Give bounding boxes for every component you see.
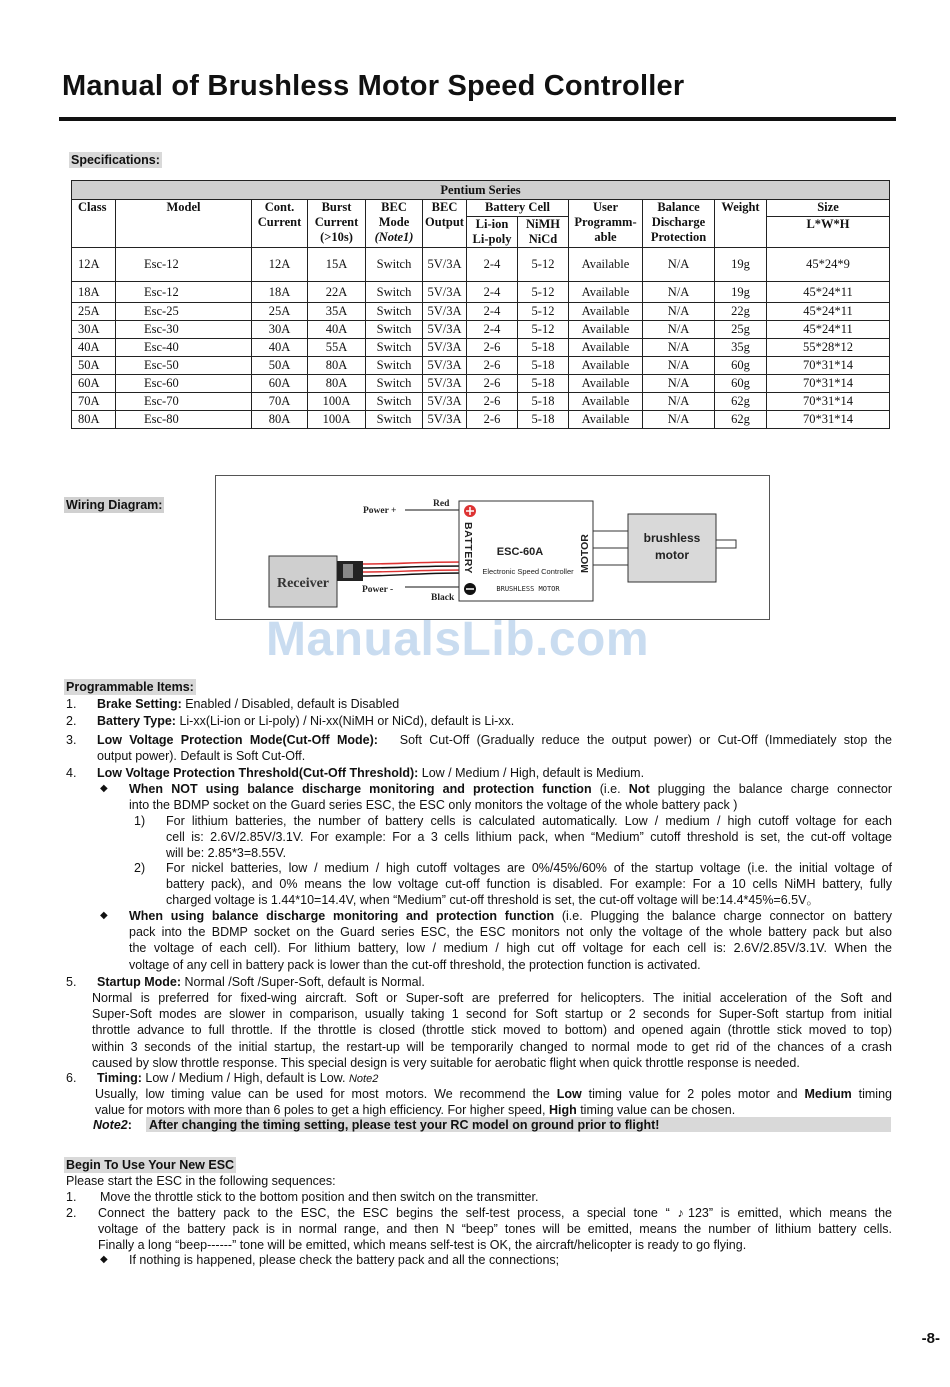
begin-step-2-num: 2. xyxy=(66,1206,77,1220)
table-cell: 5-18 xyxy=(518,357,569,375)
spec-table-body xyxy=(72,248,890,429)
table-cell: 5V/3A xyxy=(423,393,467,411)
table-cell: Switch xyxy=(366,303,423,321)
wiring-label: Wiring Diagram: xyxy=(66,498,163,512)
table-cell: Switch xyxy=(366,375,423,393)
table-cell: Switch xyxy=(366,393,423,411)
table-cell: 2-4 xyxy=(467,282,518,303)
spec-table xyxy=(71,180,890,429)
begin-step-1-num: 1. xyxy=(66,1190,77,1204)
table-cell: 5V/3A xyxy=(423,357,467,375)
table-cell: 25g xyxy=(715,321,767,339)
table-cell: N/A xyxy=(643,321,715,339)
begin-bullet-text: If nothing is happened, please check the battery pack and all the connections; xyxy=(129,1253,560,1267)
table-cell: 12A xyxy=(252,248,308,282)
table-cell: 25A xyxy=(252,303,308,321)
table-cell: 5V/3A xyxy=(423,411,467,429)
note2-text: After changing the timing setting, please test your RC model on ground prior to flight! xyxy=(149,1118,660,1132)
table-cell: 2-4 xyxy=(467,248,518,282)
col-size: Size xyxy=(767,200,890,217)
table-cell: Esc-80 xyxy=(116,411,252,429)
col-liion: Li-ion Li-poly xyxy=(467,217,518,248)
table-cell: 70*31*14 xyxy=(767,411,890,429)
table-cell: Esc-12 xyxy=(116,248,252,282)
table-cell: 45*24*11 xyxy=(767,282,890,303)
table-cell: Switch xyxy=(366,321,423,339)
table-cell: Esc-25 xyxy=(116,303,252,321)
table-cell: 60g xyxy=(715,375,767,393)
sub-1-text: For lithium batteries, the number of battery cells is calculated automatically. Low / medium / high cutoff voltage for each cell is: 2.6V/2.85V/3.1V. For example: For a 3 cells lithium pack, when “Medium” cutoff threshold is set, the cut-off voltage will be: 2.85*3=8.55V. xyxy=(166,814,892,861)
table-cell: Available xyxy=(569,339,643,357)
table-cell: Switch xyxy=(366,411,423,429)
table-cell: Available xyxy=(569,282,643,303)
wiring-svg xyxy=(216,476,769,619)
table-cell: 5-18 xyxy=(518,393,569,411)
black-label: Black xyxy=(431,593,455,603)
table-cell: N/A xyxy=(643,393,715,411)
sub-2-num: 2) xyxy=(134,861,146,875)
item-4: 4. xyxy=(66,766,77,780)
table-cell: 50A xyxy=(72,357,116,375)
table-cell: 45*24*9 xyxy=(767,248,890,282)
table-cell: 5-12 xyxy=(518,303,569,321)
begin-bullet: ◆ xyxy=(100,1254,108,1265)
table-cell: 70A xyxy=(72,393,116,411)
col-cont: Cont. Current xyxy=(252,200,308,248)
item-5: 5. xyxy=(66,975,77,989)
table-cell: 80A xyxy=(72,411,116,429)
table-cell: 18A xyxy=(252,282,308,303)
table-cell: 35g xyxy=(715,339,767,357)
table-cell: 25A xyxy=(72,303,116,321)
esc-name: ESC-60A xyxy=(496,546,544,558)
table-cell: 55A xyxy=(308,339,366,357)
table-cell: 2-4 xyxy=(467,303,518,321)
item-2: 2. xyxy=(66,714,77,728)
table-cell: 100A xyxy=(308,393,366,411)
motor-shaft xyxy=(716,540,736,548)
esc-subtitle: Electronic Speed Controller xyxy=(482,567,574,576)
table-cell: 62g xyxy=(715,393,767,411)
table-cell: 30A xyxy=(72,321,116,339)
table-cell: 22A xyxy=(308,282,366,303)
table-cell: Switch xyxy=(366,357,423,375)
table-cell: Esc-70 xyxy=(116,393,252,411)
table-cell: 15A xyxy=(308,248,366,282)
table-cell: Esc-12 xyxy=(116,282,252,303)
col-model: Model xyxy=(116,200,252,248)
begin-label: Begin To Use Your New ESC xyxy=(66,1158,235,1172)
wiring-diagram xyxy=(215,475,770,620)
programmable-label: Programmable Items: xyxy=(66,680,194,694)
table-cell: 70*31*14 xyxy=(767,357,890,375)
table-row xyxy=(72,321,890,339)
table-cell: 80A xyxy=(252,411,308,429)
table-cell: 22g xyxy=(715,303,767,321)
begin-step-1-text: Move the throttle stick to the bottom position and then switch on the transmitter. xyxy=(100,1190,539,1204)
table-cell: Available xyxy=(569,393,643,411)
table-row xyxy=(72,282,890,303)
col-burst: Burst Current (>10s) xyxy=(308,200,366,248)
motor-label-1: brushless xyxy=(643,531,701,545)
table-cell: 5-12 xyxy=(518,248,569,282)
table-cell: 5V/3A xyxy=(423,303,467,321)
battery-side-label: BATTERY xyxy=(462,522,474,574)
series-header: Pentium Series xyxy=(72,181,890,200)
table-cell: N/A xyxy=(643,357,715,375)
power-minus-label: Power - xyxy=(362,585,394,595)
table-cell: 19g xyxy=(715,282,767,303)
table-cell: 5-18 xyxy=(518,339,569,357)
table-cell: Switch xyxy=(366,248,423,282)
table-row xyxy=(72,393,890,411)
table-row xyxy=(72,339,890,357)
table-cell: N/A xyxy=(643,411,715,429)
page-title: Manual of Brushless Motor Speed Controller xyxy=(62,70,685,102)
table-cell: 5-18 xyxy=(518,411,569,429)
item-6-head: Timing: Low / Medium / High, default is Low. Note2 xyxy=(97,1071,379,1085)
table-cell: 40A xyxy=(72,339,116,357)
table-cell: 35A xyxy=(308,303,366,321)
table-cell: 19g xyxy=(715,248,767,282)
note2: Note2: xyxy=(93,1118,132,1132)
table-cell: 5V/3A xyxy=(423,321,467,339)
item-3: 3. xyxy=(66,733,77,747)
table-cell: 60A xyxy=(252,375,308,393)
esc-brand: BRUSHLESS MOTOR xyxy=(496,585,560,593)
bullet-1: ◆ xyxy=(100,783,108,794)
col-weight: Weight xyxy=(715,200,767,248)
table-row xyxy=(72,375,890,393)
table-cell: 70*31*14 xyxy=(767,375,890,393)
table-cell: Available xyxy=(569,248,643,282)
table-cell: 55*28*12 xyxy=(767,339,890,357)
table-cell: 5-12 xyxy=(518,321,569,339)
table-cell: 50A xyxy=(252,357,308,375)
table-cell: 40A xyxy=(252,339,308,357)
bullet-1-text: When NOT using balance discharge monitoring and protection function (i.e. Not plugging the balance charge connector into the BDMP socket on the Guard series ESC, the ESC only monitors the voltage of the whole battery pack ) xyxy=(129,782,892,813)
table-cell: 2-6 xyxy=(467,393,518,411)
table-cell: 5V/3A xyxy=(423,248,467,282)
motor-side-label: MOTOR xyxy=(579,534,591,573)
red-label: Red xyxy=(433,499,450,509)
begin-step-2-text: Connect the battery pack to the ESC, the ESC begins the self-test process, a special tone “ ♪123” is emitted, which means the voltage of the battery pack is in normal range, and then N “beep” tones will be emitted, means the number of lithium battery cells. Finally a long “beep------” tone will be emitted, which means self-test is OK, the aircraft/helicopter is ready to go flying. xyxy=(98,1206,892,1253)
item-3-text: Low Voltage Protection Mode(Cut-Off Mode): Soft Cut-Off (Gradually reduce the output power) or Cut-Off (Immediately stop the output power). Default is Soft Cut-Off. xyxy=(97,733,892,764)
table-cell: Esc-40 xyxy=(116,339,252,357)
table-row xyxy=(72,303,890,321)
table-cell: 40A xyxy=(308,321,366,339)
col-class: Class xyxy=(72,200,116,248)
col-bec-output: BEC Output xyxy=(423,200,467,248)
item-5-text: Normal is preferred for fixed-wing aircraft. Soft or Super-soft are preferred for helicopters. The initial acceleration of the Soft and Super-Soft modes are slower in comparison, usually taking 1 second for Soft startup or 2 seconds for Super-Soft startup from initial throttle advance to full throttle. If the throttle is closed (throttle stick moved to bottom) and opened again (throttle stick moved to top) within 3 seconds of the initial startup, the restart-up will be temporarily changed to normal mode to get rid of the chances of a crash caused by slow throttle response. This special design is very suitable for aerobatic flight when quick throttle response is needed. xyxy=(92,991,892,1070)
table-cell: Available xyxy=(569,303,643,321)
table-cell: 62g xyxy=(715,411,767,429)
item-1-text: Brake Setting: Enabled / Disabled, default is Disabled xyxy=(97,697,400,711)
table-cell: Available xyxy=(569,375,643,393)
table-cell: N/A xyxy=(643,339,715,357)
col-bec-mode: BEC Mode (Note1) xyxy=(366,200,423,248)
table-row xyxy=(72,248,890,282)
col-size-lwh: L*W*H xyxy=(767,217,890,248)
table-cell: N/A xyxy=(643,282,715,303)
table-cell: 70A xyxy=(252,393,308,411)
power-plus-label: Power + xyxy=(363,506,397,516)
col-user: User Programm- able xyxy=(569,200,643,248)
title-rule xyxy=(59,117,896,121)
table-cell: 2-4 xyxy=(467,321,518,339)
table-cell: 2-6 xyxy=(467,339,518,357)
table-cell: 70*31*14 xyxy=(767,393,890,411)
sub-2-text: For nickel batteries, low / medium / high cutoff voltages are 0%/45%/60% of the startup voltage (i.e. the initial voltage of battery pack), and 0% means the low voltage cut-off function is disabled. For example: For a 10 cells NiMH battery, fully charged voltage is 1.44*10=14.4V, when “Medium” cut-off threshold is set, the cut-off voltage will be:14.4*45%=6.5V。 xyxy=(166,861,892,908)
receiver-label: Receiver xyxy=(276,576,330,591)
table-cell: 12A xyxy=(72,248,116,282)
table-cell: 5-12 xyxy=(518,282,569,303)
table-cell: 18A xyxy=(72,282,116,303)
table-cell: Switch xyxy=(366,339,423,357)
table-cell: 80A xyxy=(308,375,366,393)
table-cell: 5V/3A xyxy=(423,282,467,303)
item-1: 1. xyxy=(66,697,77,711)
table-cell: 2-6 xyxy=(467,411,518,429)
item-6-text: Usually, low timing value can be used for most motors. We recommend the Low timing value for 2 poles motor and Medium timing value for motors with more than 6 poles to get a high efficiency. For higher speed, High timing value can be chosen. xyxy=(95,1087,892,1118)
table-cell: Esc-60 xyxy=(116,375,252,393)
sub-1-num: 1) xyxy=(134,814,146,828)
begin-intro: Please start the ESC in the following sequences: xyxy=(66,1174,336,1188)
bullet-2-text: When using balance discharge monitoring and protection function (i.e. Plugging the balance charge connector on battery pack into the BDMP socket on the Guard series ESC, the ESC monitors not only the voltage of the whole battery pack but also the voltage of each cell). For lithium battery, low / medium / high cut off voltage for each cell is: 2.6V/2.85V/3.1V. When the voltage of any cell in battery pack is lower than the cut-off threshold, the protection function is activated. xyxy=(129,909,893,972)
table-cell: 45*24*11 xyxy=(767,321,890,339)
table-cell: 2-6 xyxy=(467,357,518,375)
table-cell: 5V/3A xyxy=(423,375,467,393)
item-6: 6. xyxy=(66,1071,77,1085)
watermark: ManualsLib.com xyxy=(266,613,650,666)
table-cell: Available xyxy=(569,357,643,375)
table-row xyxy=(72,411,890,429)
page-number: -8- xyxy=(921,1330,940,1347)
table-cell: Esc-30 xyxy=(116,321,252,339)
item-4-text: Low Voltage Protection Threshold(Cut-Off Threshold): Low / Medium / High, default is Medium. xyxy=(97,766,645,780)
table-row xyxy=(72,357,890,375)
table-cell: 100A xyxy=(308,411,366,429)
bullet-2: ◆ xyxy=(100,910,108,921)
item-5-head: Startup Mode: Normal /Soft /Super-Soft, default is Normal. xyxy=(97,975,425,989)
table-cell: 45*24*11 xyxy=(767,303,890,321)
table-cell: 5V/3A xyxy=(423,339,467,357)
table-cell: 5-18 xyxy=(518,375,569,393)
table-cell: 30A xyxy=(252,321,308,339)
table-cell: 60g xyxy=(715,357,767,375)
table-cell: N/A xyxy=(643,375,715,393)
col-battery-cell: Battery Cell xyxy=(467,200,569,217)
motor-label-2: motor xyxy=(655,548,689,562)
table-cell: 2-6 xyxy=(467,375,518,393)
item-2-text: Battery Type: Li-xx(Li-ion or Li-poly) / Ni-xx(NiMH or NiCd), default is Li-xx. xyxy=(97,714,515,728)
table-cell: 60A xyxy=(72,375,116,393)
table-cell: Available xyxy=(569,321,643,339)
table-cell: N/A xyxy=(643,303,715,321)
table-cell: Switch xyxy=(366,282,423,303)
col-nimh: NiMH NiCd xyxy=(518,217,569,248)
table-cell: Esc-50 xyxy=(116,357,252,375)
col-balance: Balance Discharge Protection xyxy=(643,200,715,248)
specifications-label: Specifications: xyxy=(71,153,160,167)
table-cell: N/A xyxy=(643,248,715,282)
table-cell: Available xyxy=(569,411,643,429)
table-cell: 80A xyxy=(308,357,366,375)
